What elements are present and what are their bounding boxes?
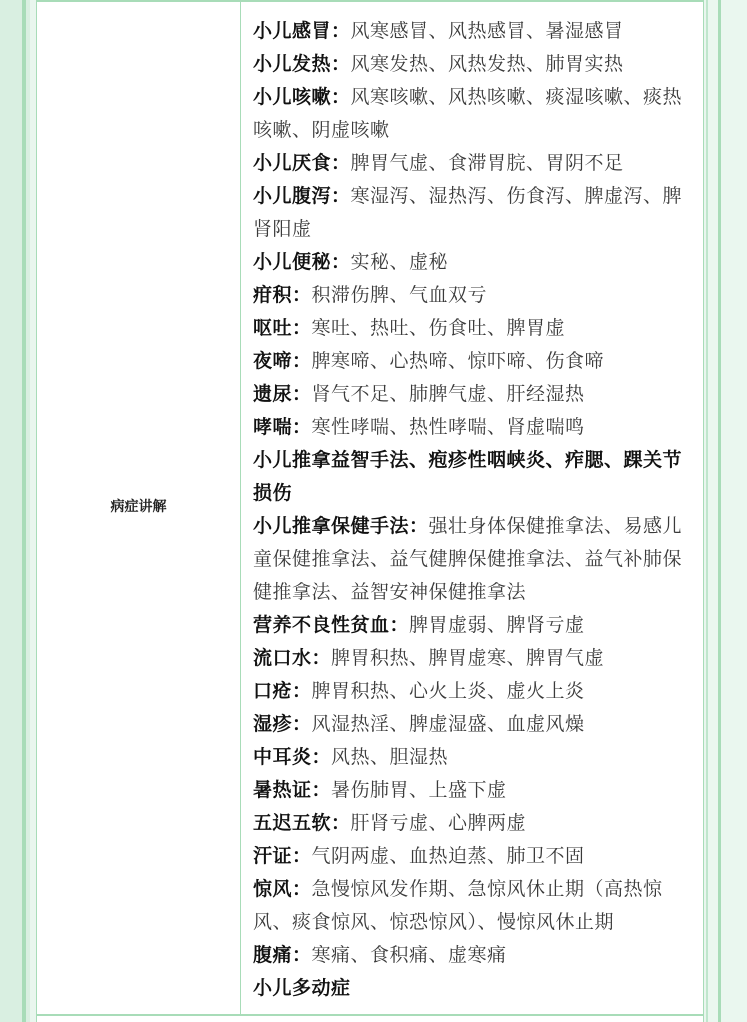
disease-entry <box>253 774 699 807</box>
disease-term: 小儿厌食： <box>253 152 351 174</box>
disease-subtypes: 气阴两虚、血热迫蒸、肺卫不固 <box>311 845 585 867</box>
disease-entry <box>253 972 699 1005</box>
disease-term: 五迟五软： <box>253 812 351 834</box>
disease-subtypes: 风寒发热、风热发热、肺胃实热 <box>350 53 624 75</box>
disease-entry <box>253 312 699 345</box>
disease-term: 夜啼： <box>253 350 312 372</box>
disease-entry <box>253 147 699 180</box>
disease-term: 腹痛： <box>253 944 312 966</box>
disease-subtypes: 肝肾亏虚、心脾两虚 <box>350 812 527 834</box>
course-table <box>36 0 704 1022</box>
disease-subtypes: 急慢惊风发作期、急惊风休止期（高热惊风、痰食惊风、惊恐惊风）、慢惊风休止期 <box>253 878 663 933</box>
disease-term: 汗证： <box>253 845 312 867</box>
section-label-cell <box>37 0 240 1016</box>
disease-subtypes: 寒性哮喘、热性哮喘、肾虚喘鸣 <box>311 416 585 438</box>
disease-term: 呕吐： <box>253 317 312 339</box>
disease-subtypes: 脾寒啼、心热啼、惊吓啼、伤食啼 <box>311 350 605 372</box>
disease-entry <box>253 807 699 840</box>
disease-entry <box>253 279 699 312</box>
disease-subtypes: 寒湿泻、湿热泻、伤食泻、脾虚泻、脾肾阳虚 <box>253 185 683 240</box>
disease-entry <box>253 411 699 444</box>
disease-term: 小儿感冒： <box>253 20 351 42</box>
disease-subtypes: 风湿热淫、脾虚湿盛、血虚风燥 <box>311 713 585 735</box>
disease-subtypes: 风寒感冒、风热感冒、暑湿感冒 <box>350 20 624 42</box>
disease-entry <box>253 444 699 510</box>
disease-term: 湿疹： <box>253 713 312 735</box>
disease-list <box>253 15 699 1005</box>
disease-entry <box>253 345 699 378</box>
disease-subtypes: 暑伤肺胃、上盛下虚 <box>331 779 507 801</box>
disease-subtypes: 脾胃虚弱、脾肾亏虚 <box>409 614 585 636</box>
disease-entry <box>253 378 699 411</box>
disease-entry <box>253 873 699 939</box>
disease-term: 小儿推拿保健手法： <box>253 515 429 537</box>
page-frame-right <box>706 0 747 1022</box>
disease-subtypes: 实秘、虚秘 <box>350 251 449 273</box>
disease-term: 流口水： <box>253 647 332 669</box>
table-column-divider <box>240 0 241 1016</box>
disease-entry <box>253 708 699 741</box>
table-row-border-bottom <box>37 1014 703 1016</box>
disease-entry <box>253 81 699 147</box>
disease-term: 小儿咳嗽： <box>253 86 351 108</box>
disease-term: 哮喘： <box>253 416 312 438</box>
disease-term: 小儿多动症 <box>253 977 351 999</box>
disease-subtypes: 脾胃积热、心火上炎、虚火上炎 <box>311 680 585 702</box>
disease-term: 惊风： <box>253 878 312 900</box>
disease-term: 小儿推拿益智手法、疱疹性咽峡炎、痄腮、踝关节损伤 <box>253 449 683 504</box>
disease-term: 营养不良性贫血： <box>253 614 410 636</box>
disease-entry <box>253 642 699 675</box>
disease-entry <box>253 180 699 246</box>
disease-entry <box>253 840 699 873</box>
section-label: 病症讲解 <box>110 499 167 515</box>
disease-entry <box>253 246 699 279</box>
disease-subtypes: 强壮身体保健推拿法、易感儿童保健推拿法、益气健脾保健推拿法、益气补肺保健推拿法、益智安神保健推拿法 <box>253 515 683 603</box>
disease-entry <box>253 675 699 708</box>
disease-term: 口疮： <box>253 680 312 702</box>
disease-entry <box>253 741 699 774</box>
disease-entry <box>253 510 699 609</box>
disease-subtypes: 寒痛、食积痛、虚寒痛 <box>311 944 507 966</box>
disease-term: 小儿便秘： <box>253 251 351 273</box>
disease-subtypes: 风热、胆湿热 <box>331 746 449 768</box>
disease-subtypes: 肾气不足、肺脾气虚、肝经湿热 <box>311 383 585 405</box>
disease-term: 小儿发热： <box>253 53 351 75</box>
disease-subtypes: 寒吐、热吐、伤食吐、脾胃虚 <box>311 317 566 339</box>
disease-term: 暑热证： <box>253 779 332 801</box>
disease-subtypes: 脾胃气虚、食滞胃脘、胃阴不足 <box>350 152 624 174</box>
disease-subtypes: 积滞伤脾、气血双亏 <box>311 284 488 306</box>
disease-subtypes: 脾胃积热、脾胃虚寒、脾胃气虚 <box>331 647 605 669</box>
disease-term: 疳积： <box>253 284 312 306</box>
disease-entry <box>253 48 699 81</box>
disease-term: 遗尿： <box>253 383 312 405</box>
disease-entry <box>253 609 699 642</box>
disease-subtypes: 风寒咳嗽、风热咳嗽、痰湿咳嗽、痰热咳嗽、阴虚咳嗽 <box>253 86 683 141</box>
disease-term: 中耳炎： <box>253 746 332 768</box>
disease-entry <box>253 939 699 972</box>
disease-entry <box>253 15 699 48</box>
disease-term: 小儿腹泻： <box>253 185 351 207</box>
page-frame-left <box>0 0 30 1022</box>
